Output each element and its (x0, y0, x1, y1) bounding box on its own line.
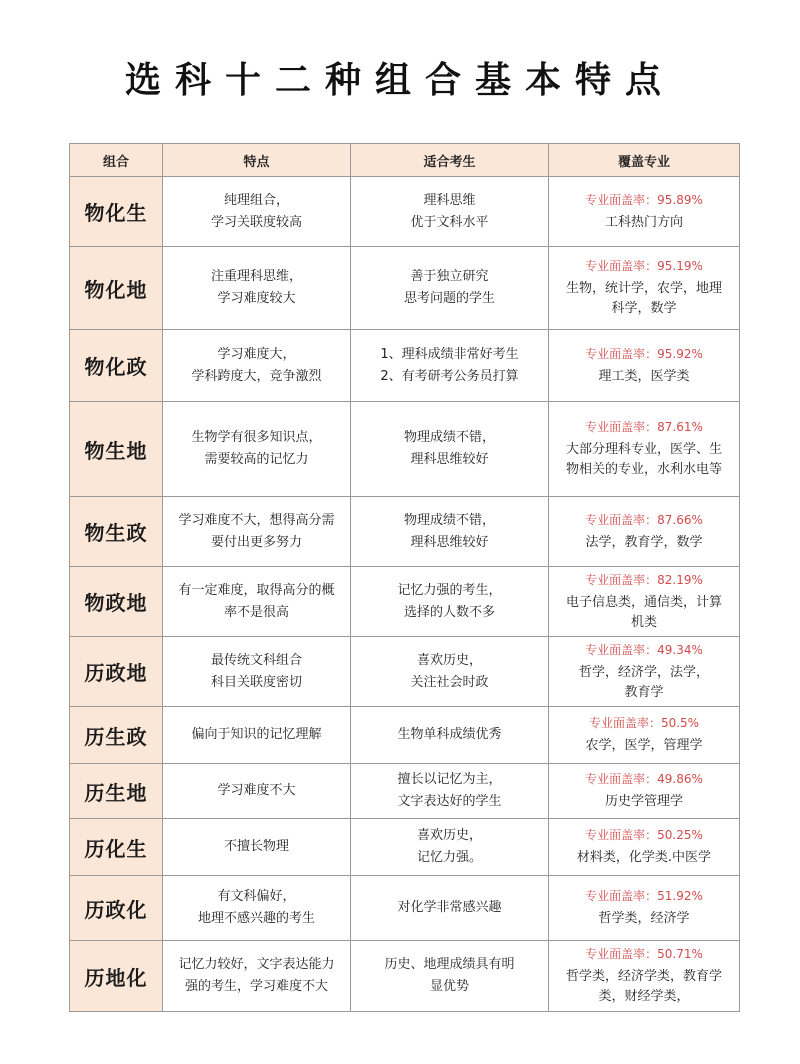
coverage-rate: 专业面盖率：87.61% (585, 420, 703, 434)
suitable-cell: 物理成绩不错， 理科思维较好 (351, 402, 549, 497)
coverage-cell (549, 330, 740, 402)
coverage-majors: 法学，教育学，数学 (585, 534, 703, 550)
coverage-rate: 专业面盖率：50.25% (585, 828, 703, 842)
suitable-cell: 1、理科成绩非常好考生 2、有考研考公务员打算 (351, 330, 549, 402)
coverage-rate: 专业面盖率：50.5% (588, 716, 700, 730)
table-row (70, 941, 740, 1012)
table-header-row (70, 144, 740, 177)
table-row (70, 247, 740, 330)
combo-cell: 物生政 (70, 497, 163, 567)
table-row (70, 764, 740, 819)
combo-cell: 物生地 (70, 402, 163, 497)
features-cell: 有文科偏好， 地理不感兴趣的考生 (163, 876, 351, 941)
coverage-cell (549, 177, 740, 247)
coverage-cell (549, 402, 740, 497)
coverage-cell (549, 567, 740, 637)
combo-cell: 历政地 (70, 637, 163, 707)
coverage-majors: 农学，医学，管理学 (585, 738, 703, 753)
table-row (70, 330, 740, 402)
features-cell: 有一定难度，取得高分的概 率不是很高 (163, 567, 351, 637)
coverage-majors: 生物，统计学，农学，地理 科学，数学 (565, 281, 722, 316)
suitable-cell: 理科思维 优于文科水平 (351, 177, 549, 247)
features-cell: 生物学有很多知识点， 需要较高的记忆力 (163, 402, 351, 497)
features-cell: 学习难度大， 学科跨度大，竞争激烈 (163, 330, 351, 402)
combo-cell: 物化生 (70, 177, 163, 247)
suitable-cell: 对化学非常感兴趣 (351, 876, 549, 941)
features-cell: 注重理科思维， 学习难度较大 (163, 247, 351, 330)
suitable-cell: 喜欢历史， 记忆力强。 (351, 819, 549, 876)
table-row (70, 707, 740, 764)
suitable-cell: 历史、地理成绩具有明 显优势 (351, 941, 549, 1012)
combo-cell: 历生政 (70, 707, 163, 764)
table-row (70, 637, 740, 707)
coverage-cell (549, 637, 740, 707)
header-coverage: 覆盖专业 (549, 144, 740, 177)
suitable-cell: 物理成绩不错， 理科思维较好 (351, 497, 549, 567)
coverage-rate: 专业面盖率：95.19% (585, 259, 703, 273)
coverage-rate: 专业面盖率：95.92% (585, 346, 703, 361)
combo-cell: 历生地 (70, 764, 163, 819)
table-row (70, 402, 740, 497)
coverage-majors: 历史学管理学 (604, 794, 683, 809)
suitable-cell: 生物单科成绩优秀 (351, 707, 549, 764)
coverage-cell (549, 247, 740, 330)
coverage-rate: 专业面盖率：87.66% (585, 512, 703, 527)
combo-cell: 物政地 (70, 567, 163, 637)
table-row (70, 177, 740, 247)
combo-cell: 历化生 (70, 819, 163, 876)
coverage-majors: 电子信息类，通信类，计算 机类 (565, 594, 722, 630)
coverage-majors: 哲学类，经济学类，教育学 类，财经学类， (565, 969, 722, 1004)
coverage-rate: 专业面盖率：82.19% (585, 572, 703, 587)
coverage-majors: 材料类，化学类.中医学 (576, 850, 712, 865)
coverage-cell (549, 707, 740, 764)
features-cell: 最传统文科组合 科目关联度密切 (163, 637, 351, 707)
coverage-majors: 哲学类，经济学 (598, 911, 690, 926)
header-combo: 组合 (70, 144, 163, 177)
table-row (70, 497, 740, 567)
combo-cell: 物化政 (70, 330, 163, 402)
coverage-majors: 理工类，医学类 (598, 368, 690, 384)
features-cell: 学习难度不大，想得高分需 要付出更多努力 (163, 497, 351, 567)
header-features: 特点 (163, 144, 351, 177)
table-row (70, 819, 740, 876)
combo-cell: 历政化 (70, 876, 163, 941)
combination-table (69, 143, 740, 1012)
table-body (70, 177, 740, 1012)
features-cell: 纯理组合， 学习关联度较高 (163, 177, 351, 247)
header-suitable: 适合考生 (351, 144, 549, 177)
coverage-cell (549, 764, 740, 819)
suitable-cell: 擅长以记忆为主， 文字表达好的学生 (351, 764, 549, 819)
coverage-rate: 专业面盖率：95.89% (585, 192, 703, 207)
coverage-rate: 专业面盖率：49.86% (585, 772, 703, 786)
suitable-cell: 记忆力强的考生， 选择的人数不多 (351, 567, 549, 637)
features-cell: 偏向于知识的记忆理解 (163, 707, 351, 764)
coverage-cell (549, 941, 740, 1012)
combo-cell: 历地化 (70, 941, 163, 1012)
coverage-majors: 工科热门方向 (604, 214, 683, 230)
suitable-cell: 喜欢历史， 关注社会时政 (351, 637, 549, 707)
coverage-cell (549, 876, 740, 941)
coverage-cell (549, 497, 740, 567)
table-row (70, 567, 740, 637)
features-cell: 记忆力较好，文字表达能力 强的考生，学习难度不大 (163, 941, 351, 1012)
coverage-majors: 大部分理科专业，医学、生 物相关的专业，水利水电等 (565, 442, 722, 477)
features-cell: 不擅长物理 (163, 819, 351, 876)
coverage-rate: 专业面盖率：50.71% (585, 947, 703, 961)
suitable-cell: 善于独立研究 思考问题的学生 (351, 247, 549, 330)
coverage-cell (549, 819, 740, 876)
coverage-rate: 专业面盖率：49.34% (585, 642, 703, 657)
page-title: 选科十二种组合基本特点 (124, 60, 675, 101)
coverage-majors: 哲学，经济学，法学， 教育学 (578, 664, 709, 700)
table-row (70, 876, 740, 941)
combo-cell: 物化地 (70, 247, 163, 330)
features-cell: 学习难度不大 (163, 764, 351, 819)
coverage-rate: 专业面盖率：51.92% (585, 889, 703, 903)
